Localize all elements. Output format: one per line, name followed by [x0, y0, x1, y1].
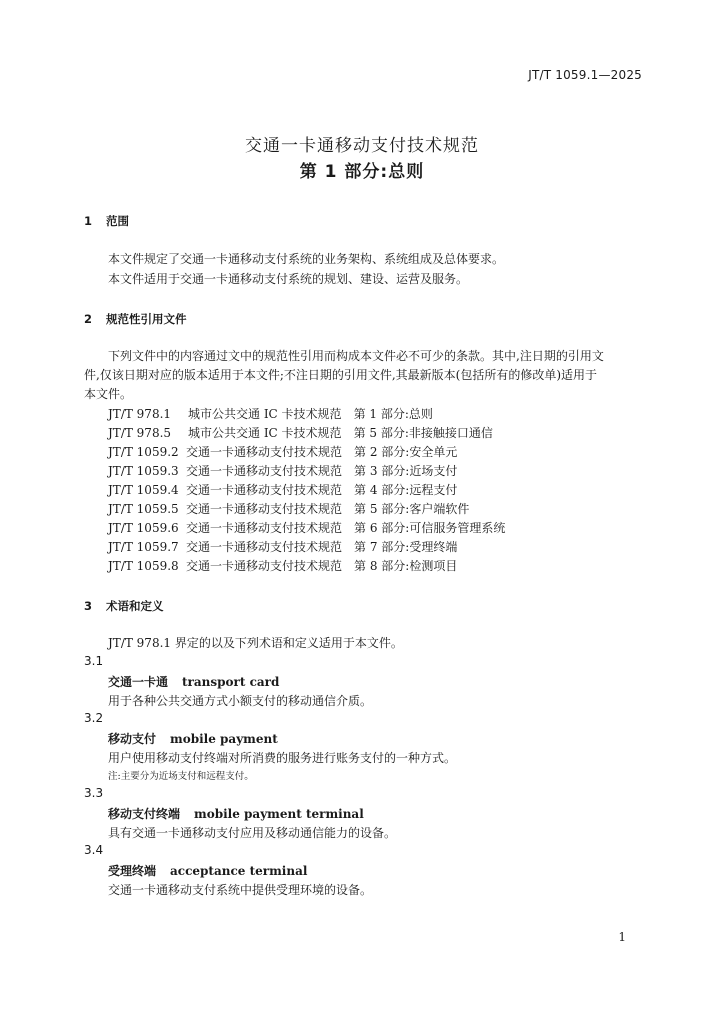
term-name-en: mobile payment: [170, 732, 278, 746]
section-heading-scope: [84, 213, 129, 229]
term-name-en: acceptance terminal: [170, 864, 308, 878]
reference-item: [108, 538, 457, 555]
standard-code: JT/T 1059.1—2025: [528, 68, 642, 82]
term-number: 3.3: [84, 786, 104, 800]
reference-title: 城市公共交通 IC 卡技术规范: [188, 407, 342, 421]
reference-part: 第 6 部分:可信服务管理系统: [354, 521, 506, 535]
reference-title: 交通一卡通移动支付技术规范: [186, 559, 343, 573]
reference-code: JT/T 1059.2: [108, 445, 179, 459]
term-note: 注:主要分为近场支付和远程支付。: [108, 771, 254, 782]
reference-item: [108, 557, 457, 574]
term-definition: 用于各种公共交通方式小额支付的移动通信介质。: [108, 694, 373, 708]
term-number: 3.4: [84, 843, 104, 857]
reference-item: [108, 424, 493, 441]
reference-part: 第 2 部分:安全单元: [354, 445, 458, 459]
reference-code: JT/T 978.5: [108, 426, 172, 440]
term-name-en: mobile payment terminal: [194, 807, 364, 821]
section-number: 3: [84, 599, 93, 613]
section-title: 范围: [106, 214, 129, 228]
reference-title: 交通一卡通移动支付技术规范: [186, 464, 343, 478]
reference-item: [108, 519, 505, 536]
term-definition: 用户使用移动支付终端对所消费的服务进行账务支付的一种方式。: [108, 751, 457, 765]
references-intro-line: 件,仅该日期对应的版本适用于本文件;不注日期的引用文件,其最新版本(包括所有的修改单)适用于: [84, 368, 598, 382]
section-heading-normative-references: [84, 311, 187, 327]
reference-title: 城市公共交通 IC 卡技术规范: [188, 426, 342, 440]
reference-item: [108, 443, 457, 460]
term-name: [108, 730, 278, 747]
term-definition: 交通一卡通移动支付系统中提供受理环境的设备。: [108, 883, 373, 897]
term-name: [108, 673, 279, 690]
reference-part: 第 5 部分:客户端软件: [354, 502, 470, 516]
reference-item: [108, 500, 469, 517]
term-name-zh: 交通一卡通: [108, 675, 169, 689]
term-name-zh: 移动支付: [108, 732, 157, 746]
section-title: 术语和定义: [106, 599, 164, 613]
reference-item: [108, 462, 457, 479]
references-intro-line: 下列文件中的内容通过文中的规范性引用而构成本文件必不可少的条款。其中,注日期的引用文: [108, 349, 604, 363]
term-name-zh: 移动支付终端: [108, 807, 181, 821]
references-intro-line: 本文件。: [84, 387, 133, 401]
reference-title: 交通一卡通移动支付技术规范: [186, 540, 343, 554]
reference-item: [108, 481, 457, 498]
reference-title: 交通一卡通移动支付技术规范: [186, 483, 343, 497]
page-number: 1: [618, 930, 626, 944]
scope-paragraph: 本文件适用于交通一卡通移动支付系统的规划、建设、运营及服务。: [108, 272, 469, 286]
reference-code: JT/T 1059.8: [108, 559, 179, 573]
terms-intro: JT/T 978.1 界定的以及下列术语和定义适用于本文件。: [108, 636, 403, 650]
reference-code: JT/T 1059.5: [108, 502, 179, 516]
section-title: 规范性引用文件: [106, 312, 187, 326]
reference-part: 第 8 部分:检测项目: [354, 559, 458, 573]
reference-part: 第 3 部分:近场支付: [354, 464, 458, 478]
section-number: 2: [84, 312, 93, 326]
term-name: [108, 805, 364, 822]
term-number: 3.1: [84, 654, 104, 668]
reference-part: 第 5 部分:非接触接口通信: [353, 426, 493, 440]
scope-paragraph: 本文件规定了交通一卡通移动支付系统的业务架构、系统组成及总体要求。: [108, 252, 505, 266]
term-name-zh: 受理终端: [108, 864, 157, 878]
reference-code: JT/T 1059.7: [108, 540, 179, 554]
reference-part: 第 1 部分:总则: [353, 407, 433, 421]
reference-code: JT/T 1059.3: [108, 464, 179, 478]
reference-code: JT/T 978.1: [108, 407, 172, 421]
reference-title: 交通一卡通移动支付技术规范: [186, 445, 343, 459]
reference-part: 第 4 部分:远程支付: [354, 483, 458, 497]
term-name: [108, 862, 307, 879]
reference-code: JT/T 1059.4: [108, 483, 179, 497]
term-name-en: transport card: [182, 675, 280, 689]
reference-item: [108, 405, 433, 422]
section-heading-terms: [84, 598, 164, 614]
document-subtitle: 第 1 部分:总则: [299, 162, 425, 182]
term-definition: 具有交通一卡通移动支付应用及移动通信能力的设备。: [108, 826, 397, 840]
reference-code: JT/T 1059.6: [108, 521, 179, 535]
reference-part: 第 7 部分:受理终端: [354, 540, 458, 554]
section-number: 1: [84, 214, 93, 228]
reference-title: 交通一卡通移动支付技术规范: [186, 502, 343, 516]
reference-title: 交通一卡通移动支付技术规范: [186, 521, 343, 535]
document-title: 交通一卡通移动支付技术规范: [245, 136, 479, 156]
term-number: 3.2: [84, 711, 104, 725]
